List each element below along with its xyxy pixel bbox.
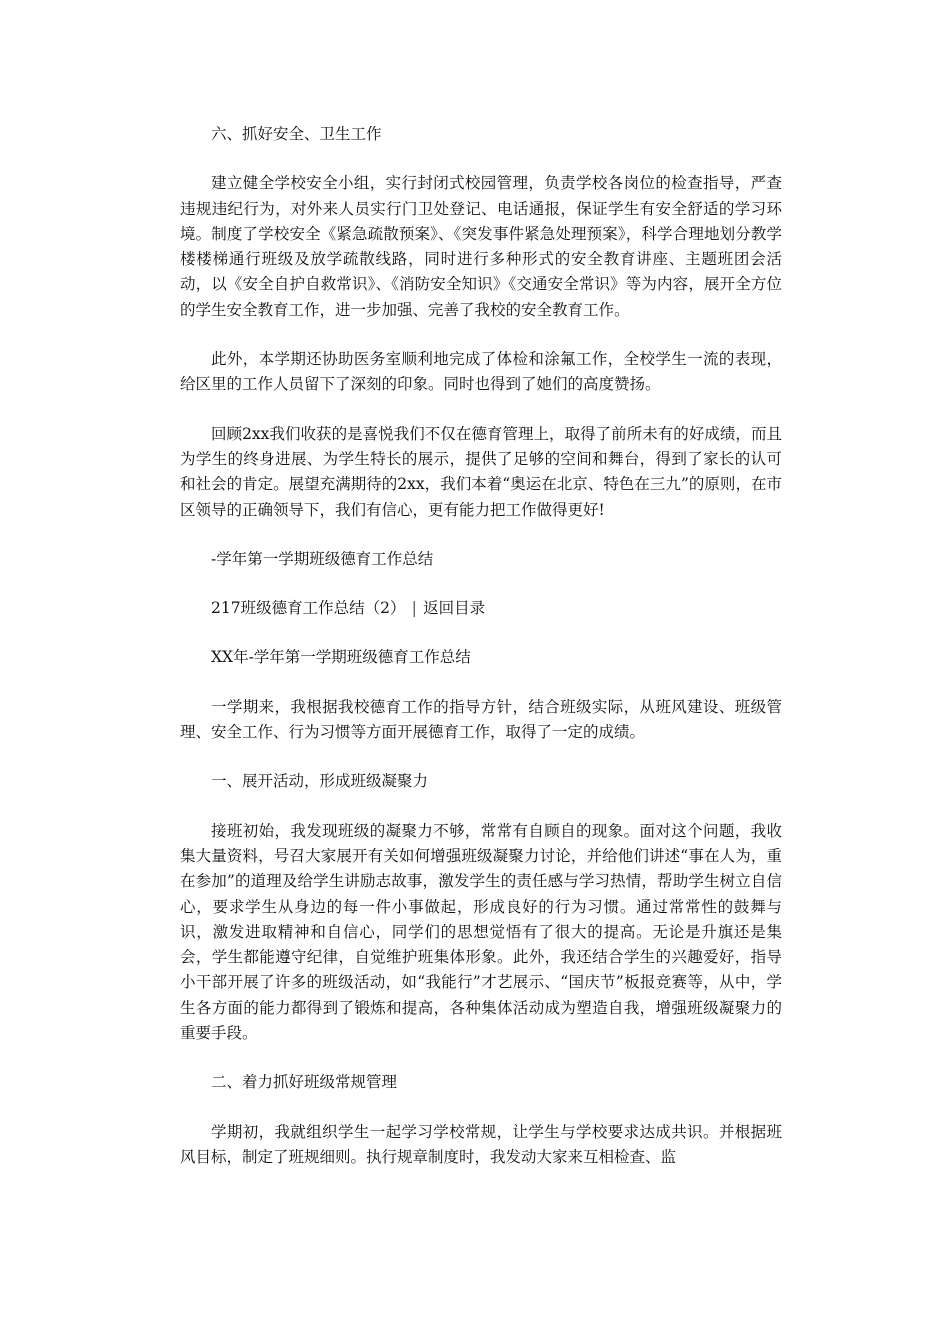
term-summary-line: -学年第一学期班级德育工作总结 [211,549,434,568]
section-two-title: 二、着力抓好班级常规管理 [211,1073,398,1092]
back-to-contents-link[interactable]: 返回目录 [423,599,486,618]
review-paragraph: 回顾2xx我们收获的是喜悦我们不仅在德育管理上，取得了前所未有的好成绩，而且为学生的终身进展、为学生特长的展示，提供了足够的空间和舞台，得到了家长的认可和社会的肯定。展望充满期待的2xx，我们本着“奥运在北京、特色在三九”的原则，在市区领导的正确领导下，我们有信心，更有能力把工作做得更好! [180,424,782,519]
section-two-paragraph: 学期初，我就组织学生一起学习学校常规，让学生与学校要求达成共识。并根据班风目标，制定了班规细则。执行规章制度时，我发动大家来互相检查、监 [180,1122,782,1166]
document-page [180,122,782,1194]
medical-checkup-paragraph: 此外，本学期还协助医务室顺利地完成了体检和涂氟工作，全校学生一流的表现，给区里的工作人员留下了深刻的印象。同时也得到了她们的高度赞扬。 [180,350,782,394]
section-one-title: 一、展开活动，形成班级凝聚力 [211,772,429,791]
nav-separator: | [411,599,417,618]
doc-navigation [180,596,782,621]
intro-paragraph: 一学期来，我根据我校德育工作的指导方针，结合班级实际，从班风建设、班级管理、安全工作、行为习惯等方面开展德育工作，取得了一定的成绩。 [180,697,782,742]
section-six-paragraph: 建立健全学校安全小组，实行封闭式校园管理，负责学校各岗位的检查指导，严查违规违纪行为，对外来人员实行门卫处登记、电话通报，保证学生有安全舒适的学习环境。制度了学校安全《紧急疏散预案》、《突发事件紧急处理预案》，科学合理地划分教学楼楼梯通行班级及放学疏散线路，同时进行多种形式的安全教育讲座、主题班团会活动，以《安全自护自救常识》、《消防安全知识》《交通安全常识》等为内容，展开全方位的学生安全教育工作，进一步加强、完善了我校的安全教育工作。 [180,174,782,319]
nav-doc-title: 217班级德育工作总结（2） [211,599,406,618]
section-one-paragraph: 接班初始，我发现班级的凝聚力不够，常常有自顾自的现象。面对这个问题，我收集大量资料，号召大家展开有关如何增强班级凝聚力讨论，并给他们讲述“事在人为，重在参加”的道理及给学生讲励志故事，激发学生的责任感与学习热情，帮助学生树立自信心，要求学生从身边的每一件小事做起，形成良好的行为习惯。通过常常性的鼓舞与识，激发进取精神和自信心，同学们的思想觉悟有了很大的提高。无论是升旗还是集会，学生都能遵守纪律，自觉维护班集体形象。此外，我还结合学生的兴趣爱好，指导小干部开展了许多的班级活动，如“我能行”才艺展示、“国庆节”板报竞赛等，从中，学生各方面的能力都得到了锻炼和提高，各种集体活动成为塑造自我，增强班级凝聚力的重要手段。 [180,821,782,1043]
section-six-title: 六、抓好安全、卫生工作 [211,125,382,143]
document-title: XX年-学年第一学期班级德育工作总结 [211,648,471,667]
